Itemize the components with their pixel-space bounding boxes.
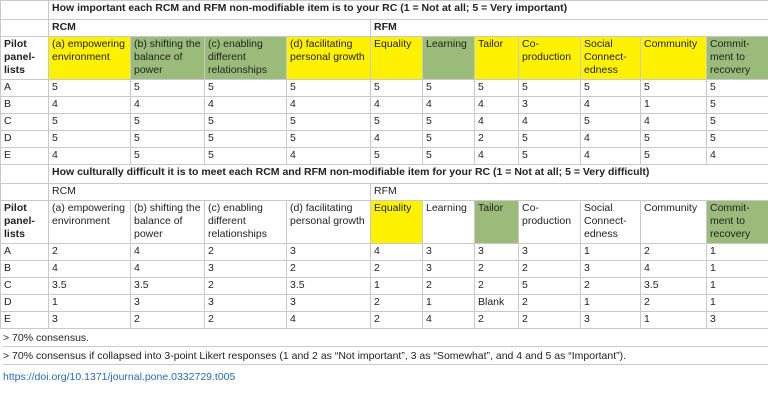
table-cell: 3 — [205, 261, 287, 278]
table-cell: Blank — [475, 295, 519, 312]
header-empowering: (a) empowering environment — [49, 201, 131, 244]
table-cell: 5 — [371, 80, 423, 97]
header-facilitating: (d) facilitating personal growth — [287, 201, 371, 244]
table-cell: 5 — [519, 80, 581, 97]
footnote-collapsed: > 70% consensus if collapsed into 3-point Likert responses (1 and 2 as “Not important”, 3 as “Somewhat”, and 4 and 5 as “Important”). — [3, 347, 768, 365]
table-cell: 2 — [475, 312, 519, 329]
table-cell: 2 — [581, 278, 641, 295]
table-cell: 4 — [475, 148, 519, 165]
table-cell: 4 — [131, 261, 205, 278]
table-cell: 5 — [287, 114, 371, 131]
table-cell: 5 — [423, 114, 475, 131]
table-cell: 5 — [641, 131, 707, 148]
table-cell: 5 — [131, 148, 205, 165]
table-cell: 4 — [49, 97, 131, 114]
table-cell: 5 — [131, 114, 205, 131]
table-cell: 2 — [371, 295, 423, 312]
section1-header-row — [1, 37, 768, 80]
table-cell: 4 — [49, 148, 131, 165]
table-cell: 5 — [131, 80, 205, 97]
table-cell: 3.5 — [131, 278, 205, 295]
table-cell: 1 — [581, 295, 641, 312]
table-cell: 5 — [423, 80, 475, 97]
header-coproduction: Co-production — [519, 37, 581, 80]
table-cell: 1 — [581, 244, 641, 261]
doi-link[interactable]: https://doi.org/10.1371/journal.pone.0332729.t005 — [3, 371, 236, 383]
table-cell: 2 — [475, 261, 519, 278]
section1-rcm-group: RCM — [49, 20, 371, 37]
table-cell: 4 — [131, 97, 205, 114]
table-cell: 4 — [205, 97, 287, 114]
panelist-label: A — [1, 80, 49, 97]
header-learning: Learning — [423, 201, 475, 244]
table-row — [1, 312, 768, 329]
header-tailor: Tailor — [475, 201, 519, 244]
header-panelists: Pilot panel-lists — [1, 201, 49, 244]
header-commitment: Commit-ment to recovery — [707, 201, 768, 244]
header-facilitating: (d) facilitating personal growth — [287, 37, 371, 80]
table-cell: 3 — [519, 97, 581, 114]
header-empowering: (a) empowering environment — [49, 37, 131, 80]
table-cell: 5 — [205, 80, 287, 97]
header-community: Community — [641, 37, 707, 80]
header-enabling: (c) enabling different relationships — [205, 37, 287, 80]
table-cell: 1 — [423, 295, 475, 312]
panelist-label: B — [1, 97, 49, 114]
table-cell: 5 — [49, 80, 131, 97]
table-row — [1, 80, 768, 97]
table-cell: 3 — [581, 261, 641, 278]
table-row — [1, 114, 768, 131]
table-cell: 4 — [131, 244, 205, 261]
table-footnotes — [0, 329, 768, 365]
table-cell: 2 — [371, 261, 423, 278]
panelist-label: B — [1, 261, 49, 278]
table-cell: 5 — [581, 80, 641, 97]
table-cell: 1 — [707, 244, 768, 261]
header-social: Social Connect-edness — [581, 37, 641, 80]
table-cell: 5 — [707, 80, 768, 97]
section1-body — [1, 80, 768, 165]
table-cell: 4 — [581, 131, 641, 148]
table-cell: 3 — [581, 312, 641, 329]
table-cell: 5 — [519, 278, 581, 295]
table-cell: 2 — [371, 312, 423, 329]
table-cell: 2 — [131, 312, 205, 329]
panelist-label: C — [1, 278, 49, 295]
header-coproduction: Co-production — [519, 201, 581, 244]
table-cell: 4 — [287, 312, 371, 329]
table-cell: 3 — [423, 261, 475, 278]
table-cell: 3 — [707, 312, 768, 329]
section2-rfm-group: RFM — [371, 184, 768, 201]
table-cell: 5 — [205, 131, 287, 148]
table-cell: 2 — [641, 244, 707, 261]
table-cell: 2 — [287, 261, 371, 278]
table-cell: 1 — [707, 295, 768, 312]
table-cell: 4 — [475, 114, 519, 131]
section2-body — [1, 244, 768, 329]
header-shifting: (b) shifting the balance of power — [131, 37, 205, 80]
table-cell: 4 — [287, 97, 371, 114]
table-cell: 5 — [131, 131, 205, 148]
panelist-label: D — [1, 295, 49, 312]
table-cell: 5 — [707, 97, 768, 114]
footnote-consensus: > 70% consensus. — [3, 329, 768, 347]
table-cell: 5 — [49, 131, 131, 148]
table-cell: 4 — [475, 97, 519, 114]
header-enabling: (c) enabling different relationships — [205, 201, 287, 244]
section1-title: How important each RCM and RFM non-modifiable item is to your RC (1 = Not at all; 5 = Very important) — [49, 1, 768, 20]
table-cell: 4 — [581, 148, 641, 165]
table-cell: 2 — [49, 244, 131, 261]
table-cell: 4 — [519, 114, 581, 131]
section2-title: How culturally difficult it is to meet each RCM and RFM non-modifiable item for your RC (1 = Not at all; 5 = Very difficult) — [49, 165, 768, 184]
table-cell: 1 — [371, 278, 423, 295]
section2-header-row — [1, 201, 768, 244]
table-cell: 5 — [371, 114, 423, 131]
table-cell: 2 — [519, 312, 581, 329]
table-cell: 1 — [641, 97, 707, 114]
panelist-label: E — [1, 148, 49, 165]
table-cell: 4 — [581, 97, 641, 114]
table-cell: 5 — [287, 80, 371, 97]
table-cell: 5 — [707, 114, 768, 131]
panelist-label: E — [1, 312, 49, 329]
table-cell: 5 — [519, 148, 581, 165]
table-cell: 2 — [475, 131, 519, 148]
table-cell: 3 — [475, 244, 519, 261]
table-cell: 5 — [475, 80, 519, 97]
table-cell: 4 — [641, 261, 707, 278]
table-cell: 5 — [287, 131, 371, 148]
table-row — [1, 244, 768, 261]
table-row — [1, 131, 768, 148]
table-row — [1, 148, 768, 165]
table-cell: 3 — [287, 244, 371, 261]
table-cell: 4 — [287, 148, 371, 165]
header-community: Community — [641, 201, 707, 244]
table-cell: 2 — [519, 261, 581, 278]
table-cell: 5 — [641, 148, 707, 165]
table-cell: 5 — [49, 114, 131, 131]
table-cell: 4 — [707, 148, 768, 165]
table-cell: 4 — [371, 244, 423, 261]
table-cell: 3 — [519, 244, 581, 261]
table-cell: 4 — [49, 261, 131, 278]
table-cell: 5 — [581, 114, 641, 131]
header-commitment: Commit-ment to recovery — [707, 37, 768, 80]
table-row — [1, 261, 768, 278]
table-cell: 1 — [707, 278, 768, 295]
table-cell: 3 — [423, 244, 475, 261]
table-cell: 3 — [131, 295, 205, 312]
table-cell: 1 — [641, 312, 707, 329]
table-cell: 2 — [205, 312, 287, 329]
header-tailor: Tailor — [475, 37, 519, 80]
table-row — [1, 97, 768, 114]
header-shifting: (b) shifting the balance of power — [131, 201, 205, 244]
table-cell: 2 — [475, 278, 519, 295]
table-cell: 2 — [641, 295, 707, 312]
table-cell: 4 — [371, 97, 423, 114]
table-row — [1, 295, 768, 312]
table-cell: 2 — [205, 278, 287, 295]
header-equality: Equality — [371, 201, 423, 244]
panelist-label: C — [1, 114, 49, 131]
table-cell: 4 — [371, 131, 423, 148]
table-cell: 4 — [641, 114, 707, 131]
table-cell: 5 — [371, 148, 423, 165]
panelist-label: D — [1, 131, 49, 148]
table-cell: 3.5 — [641, 278, 707, 295]
table-cell: 3.5 — [287, 278, 371, 295]
header-equality: Equality — [371, 37, 423, 80]
table-cell: 5 — [423, 131, 475, 148]
table-cell: 5 — [205, 148, 287, 165]
header-learning: Learning — [423, 37, 475, 80]
table-cell: 5 — [641, 80, 707, 97]
table-cell: 3 — [287, 295, 371, 312]
table-cell: 1 — [49, 295, 131, 312]
table-cell: 2 — [423, 278, 475, 295]
table-cell: 2 — [205, 244, 287, 261]
section2-rcm-group: RCM — [49, 184, 371, 201]
table-cell: 5 — [519, 131, 581, 148]
panelist-label: A — [1, 244, 49, 261]
table-cell: 3 — [49, 312, 131, 329]
header-social: Social Connect-edness — [581, 201, 641, 244]
table-cell: 5 — [423, 148, 475, 165]
table-cell: 2 — [519, 295, 581, 312]
header-panelists: Pilot panel-lists — [1, 37, 49, 80]
table-cell: 3.5 — [49, 278, 131, 295]
table-cell: 4 — [423, 312, 475, 329]
table-cell: 4 — [423, 97, 475, 114]
table-cell: 5 — [205, 114, 287, 131]
table-cell: 3 — [205, 295, 287, 312]
section1-rfm-group: RFM — [371, 20, 768, 37]
table-row — [1, 278, 768, 295]
table-cell: 1 — [707, 261, 768, 278]
table-cell: 5 — [707, 131, 768, 148]
